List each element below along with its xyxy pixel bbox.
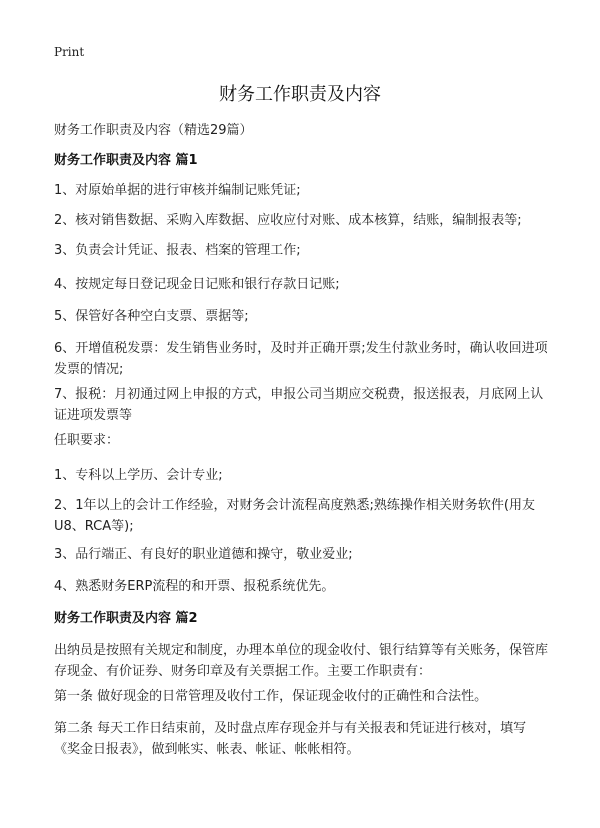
print-label: Print (54, 45, 85, 59)
duty-item: 3、负责会计凭证、报表、档案的管理工作; (54, 243, 301, 258)
requirement-item: 1、专科以上学历、会计专业; (54, 468, 223, 483)
requirements-label: 任职要求： (54, 433, 120, 448)
section-2-paragraph: 第二条 每天工作日结束前，及时盘点库存现金并与有关报表和凭证进行核对，填写《奖金日报表》，做到帐实、帐表、帐证、帐帐相符。 (54, 721, 527, 757)
requirement-item: 4、熟悉财务ERP流程的和开票、报税系统优先。 (54, 579, 335, 594)
section-1-heading: 财务工作职责及内容 篇1 (54, 153, 198, 168)
section-2-paragraph: 出纳员是按照有关规定和制度，办理本单位的现金收付、银行结算等有关账务，保管库存现金、有价证券、财务印章及有关票据工作。主要工作职责有： (54, 643, 549, 679)
duty-item: 4、按规定每日登记现金日记账和银行存款日记账; (54, 277, 340, 292)
requirement-item: 3、品行端正、有良好的职业道德和操守，敬业爱业; (54, 547, 353, 562)
duty-item: 5、保管好各种空白支票、票据等; (54, 309, 249, 324)
document-subtitle: 财务工作职责及内容（精选29篇） (54, 123, 253, 138)
document-title: 财务工作职责及内容 (219, 84, 381, 105)
duty-item: 2、核对销售数据、采购入库数据、应收应付对账、成本核算，结账，编制报表等; (54, 213, 522, 228)
duty-item: 1、对原始单据的进行审核并编制记账凭证; (54, 183, 301, 198)
duty-item: 7、报税：月初通过网上申报的方式，申报公司当期应交税费，报送报表，月底网上认证进项发票等 (54, 387, 544, 423)
requirement-item: 2、1年以上的会计工作经验，对财务会计流程高度熟悉;熟练操作相关财务软件(用友U8、RCA等); (54, 498, 535, 534)
section-2-paragraph: 第一条 做好现金的日常管理及收付工作，保证现金收付的正确性和合法性。 (54, 689, 488, 704)
duty-item: 6、开增值税发票：发生销售业务时，及时并正确开票;发生付款业务时，确认收回进项发票的情况; (54, 341, 548, 377)
section-2-heading: 财务工作职责及内容 篇2 (54, 611, 198, 626)
